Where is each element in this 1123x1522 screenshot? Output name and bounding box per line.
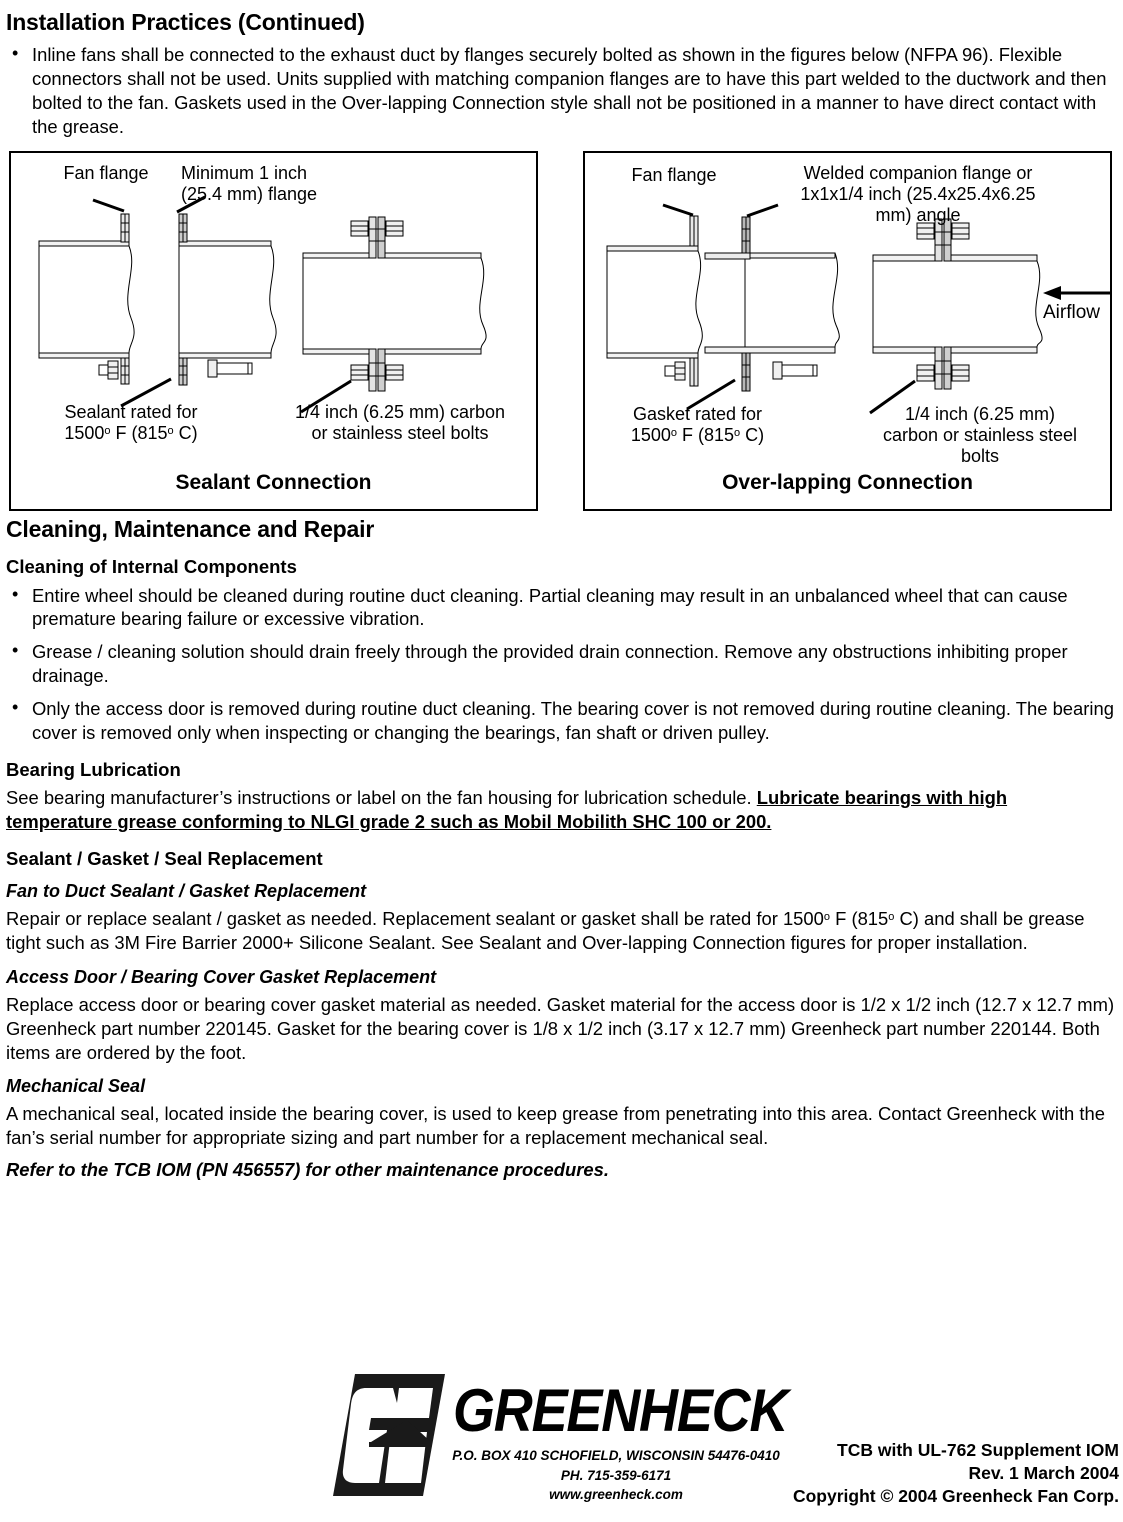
degree-symbol: o <box>823 911 830 924</box>
airflow-arrow <box>1043 286 1110 300</box>
leader-fan-flange <box>663 205 693 215</box>
fan-to-duct-run-3: C) and shall be grease tight such as 3M Fire Barrier 2000+ Silicone Sealant. See Sealant and Over-lapping Connection figures for proper installation. <box>6 908 1085 954</box>
welded-line3: mm) angle <box>875 205 961 226</box>
refer-to-iom-note: Refer to the TCB IOM (PN 456557) for other maintenance procedures. <box>6 1158 609 1180</box>
doc-title-line: TCB with UL-762 Supplement IOM <box>837 1439 1119 1460</box>
list-item: • Entire wheel should be cleaned during routine duct cleaning. Partial cleaning may result in an unbalanced wheel that can cause premature bearing failure or excessive vibration. <box>6 584 1115 632</box>
doc-copyright-line: Copyright © 2004 Greenheck Fan Corp. <box>792 1485 1119 1506</box>
fan-to-duct-run-2: F (815 <box>830 908 889 930</box>
gasket-line2: 1500$^o$ F (815$^o$ C) <box>630 425 765 446</box>
access-door-text: Replace access door or bearing cover gasket material as needed. Gasket material for the access door is 1/2 x 1/2 inch (12.7 x 12.7 mm) Greenheck part number 220145. Gasket for the bearing cover is 1/8 x 1/2 inch (3.17 x 12.7 mm) Greenheck part number 220144. Both items are ordered by the foot. <box>6 993 1115 1063</box>
company-address <box>451 1446 781 1505</box>
address-line-3: www.greenheck.com <box>549 1487 683 1503</box>
fan-to-duct-heading: Fan to Duct Sealant / Gasket Replacement <box>6 881 367 902</box>
label-minimum-flange <box>181 163 401 205</box>
address-line-1: P.O. BOX 410 SCHOFIELD, WISCONSIN 54476-0410 <box>452 1448 780 1463</box>
figures-row <box>6 151 1115 511</box>
access-door-heading: Access Door / Bearing Cover Gasket Replacement <box>6 966 437 987</box>
lubrication-underlined-run: Lubricate bearings with high temperature grease conforming to NLGI grade 2 such as Mobil Mobilith SHC 100 or 200. <box>6 787 1008 833</box>
degree-symbol: o <box>670 427 677 440</box>
bolts-line3: bolts <box>960 446 1000 467</box>
figure-overlapping-connection <box>583 151 1112 511</box>
mechanical-seal-text: A mechanical seal, located inside the bearing cover, is used to keep grease from penetrating into this area. Contact Greenheck with the fan’s serial number for appropriate sizing and part number for a replacement mechanical seal. <box>6 1103 1105 1149</box>
greenheck-logo-block <box>333 1372 803 1512</box>
intro-bullet-list <box>6 43 1115 139</box>
bolts-line1: 1/4 inch (6.25 mm) carbon <box>294 401 506 422</box>
label-welded-companion-flange <box>773 163 1063 227</box>
sealant-line1: Sealant rated for <box>64 401 198 422</box>
fan-to-duct-text <box>6 907 1115 955</box>
lubrication-plain-run: See bearing manufacturer’s instructions or label on the fan housing for lubrication schedule. <box>6 787 757 809</box>
sealant-connection-drawing <box>11 153 541 509</box>
label-fan-flange: Fan flange <box>631 164 717 185</box>
doc-revision-line: Rev. 1 March 2004 <box>968 1462 1119 1483</box>
leader-fan-flange <box>93 200 124 211</box>
cleaning-bullet-list <box>6 584 1115 746</box>
min-flange-line2: (25.4 mm) flange <box>181 184 318 205</box>
page-footer <box>0 1366 1123 1516</box>
fan-to-duct-run-1: Repair or replace sealant / gasket as needed. Replacement sealant or gasket shall be rated for 1500 <box>6 908 824 930</box>
gasket-line1: Gasket rated for <box>632 403 763 424</box>
bolts-line2: carbon or stainless steel <box>882 425 1078 446</box>
cleaning-internal-components-heading: Cleaning of Internal Components <box>6 556 297 578</box>
mechanical-seal-heading: Mechanical Seal <box>6 1076 146 1097</box>
bearing-lubrication-text <box>6 786 1115 834</box>
figure-caption: Sealant Connection <box>175 470 372 494</box>
bolts-line1: 1/4 inch (6.25 mm) <box>904 403 1056 424</box>
degree-symbol: o <box>888 911 895 924</box>
address-line-2: PH. 715-359-6171 <box>560 1467 672 1483</box>
figure-caption: Over-lapping Connection <box>722 470 973 494</box>
cleaning-section-title: Cleaning, Maintenance and Repair <box>6 515 375 542</box>
degree-symbol: o <box>104 425 111 438</box>
greenheck-logo-icon <box>333 1374 445 1496</box>
label-bolt-spec <box>860 404 1100 468</box>
degree-symbol: o <box>734 427 741 440</box>
brand-wordmark: GREENHECK <box>453 1377 788 1445</box>
replacement-section-heading: Sealant / Gasket / Seal Replacement <box>6 848 323 870</box>
label-airflow: Airflow <box>1043 301 1101 323</box>
welded-line2: 1x1x1/4 inch (25.4x25.4x6.25 <box>800 184 1036 205</box>
sealant-line2: 1500$^o$ F (815$^o$ C) <box>64 423 198 444</box>
bolts-line2: or stainless steel bolts <box>311 423 489 444</box>
figure-sealant-connection <box>9 151 538 511</box>
page-title: Installation Practices (Continued) <box>6 9 365 35</box>
list-item: • Only the access door is removed during routine duct cleaning. The bearing cover is not removed during routine cleaning. The bearing cover is removed only when inspecting or changing the bearings, fan shaft or driven pulley. <box>6 697 1115 745</box>
list-item: • Inline fans shall be connected to the exhaust duct by flanges securely bolted as shown in the figures below (NFPA 96). Flexible connectors shall not be used. Units supplied with matching companion flanges are to have this part welded to the ductwork and then bolted to the fan. Gaskets used in the Over-lapping Connection style shall not be positioned in a manner to have direct contact with the grease. <box>6 43 1115 139</box>
list-item: • Grease / cleaning solution should drain freely through the provided drain connection. Remove any obstructions inhibiting proper drainage. <box>6 640 1115 688</box>
document-metadata <box>793 1439 1119 1508</box>
label-bolt-spec <box>266 402 534 444</box>
label-gasket-rating <box>590 404 805 446</box>
min-flange-line1: Minimum 1 inch <box>181 162 308 183</box>
label-sealant-rating <box>21 402 241 444</box>
bearing-lubrication-heading: Bearing Lubrication <box>6 759 181 781</box>
label-fan-flange: Fan flange <box>63 162 149 183</box>
degree-symbol: o <box>167 425 174 438</box>
welded-line1: Welded companion flange or <box>803 162 1033 183</box>
